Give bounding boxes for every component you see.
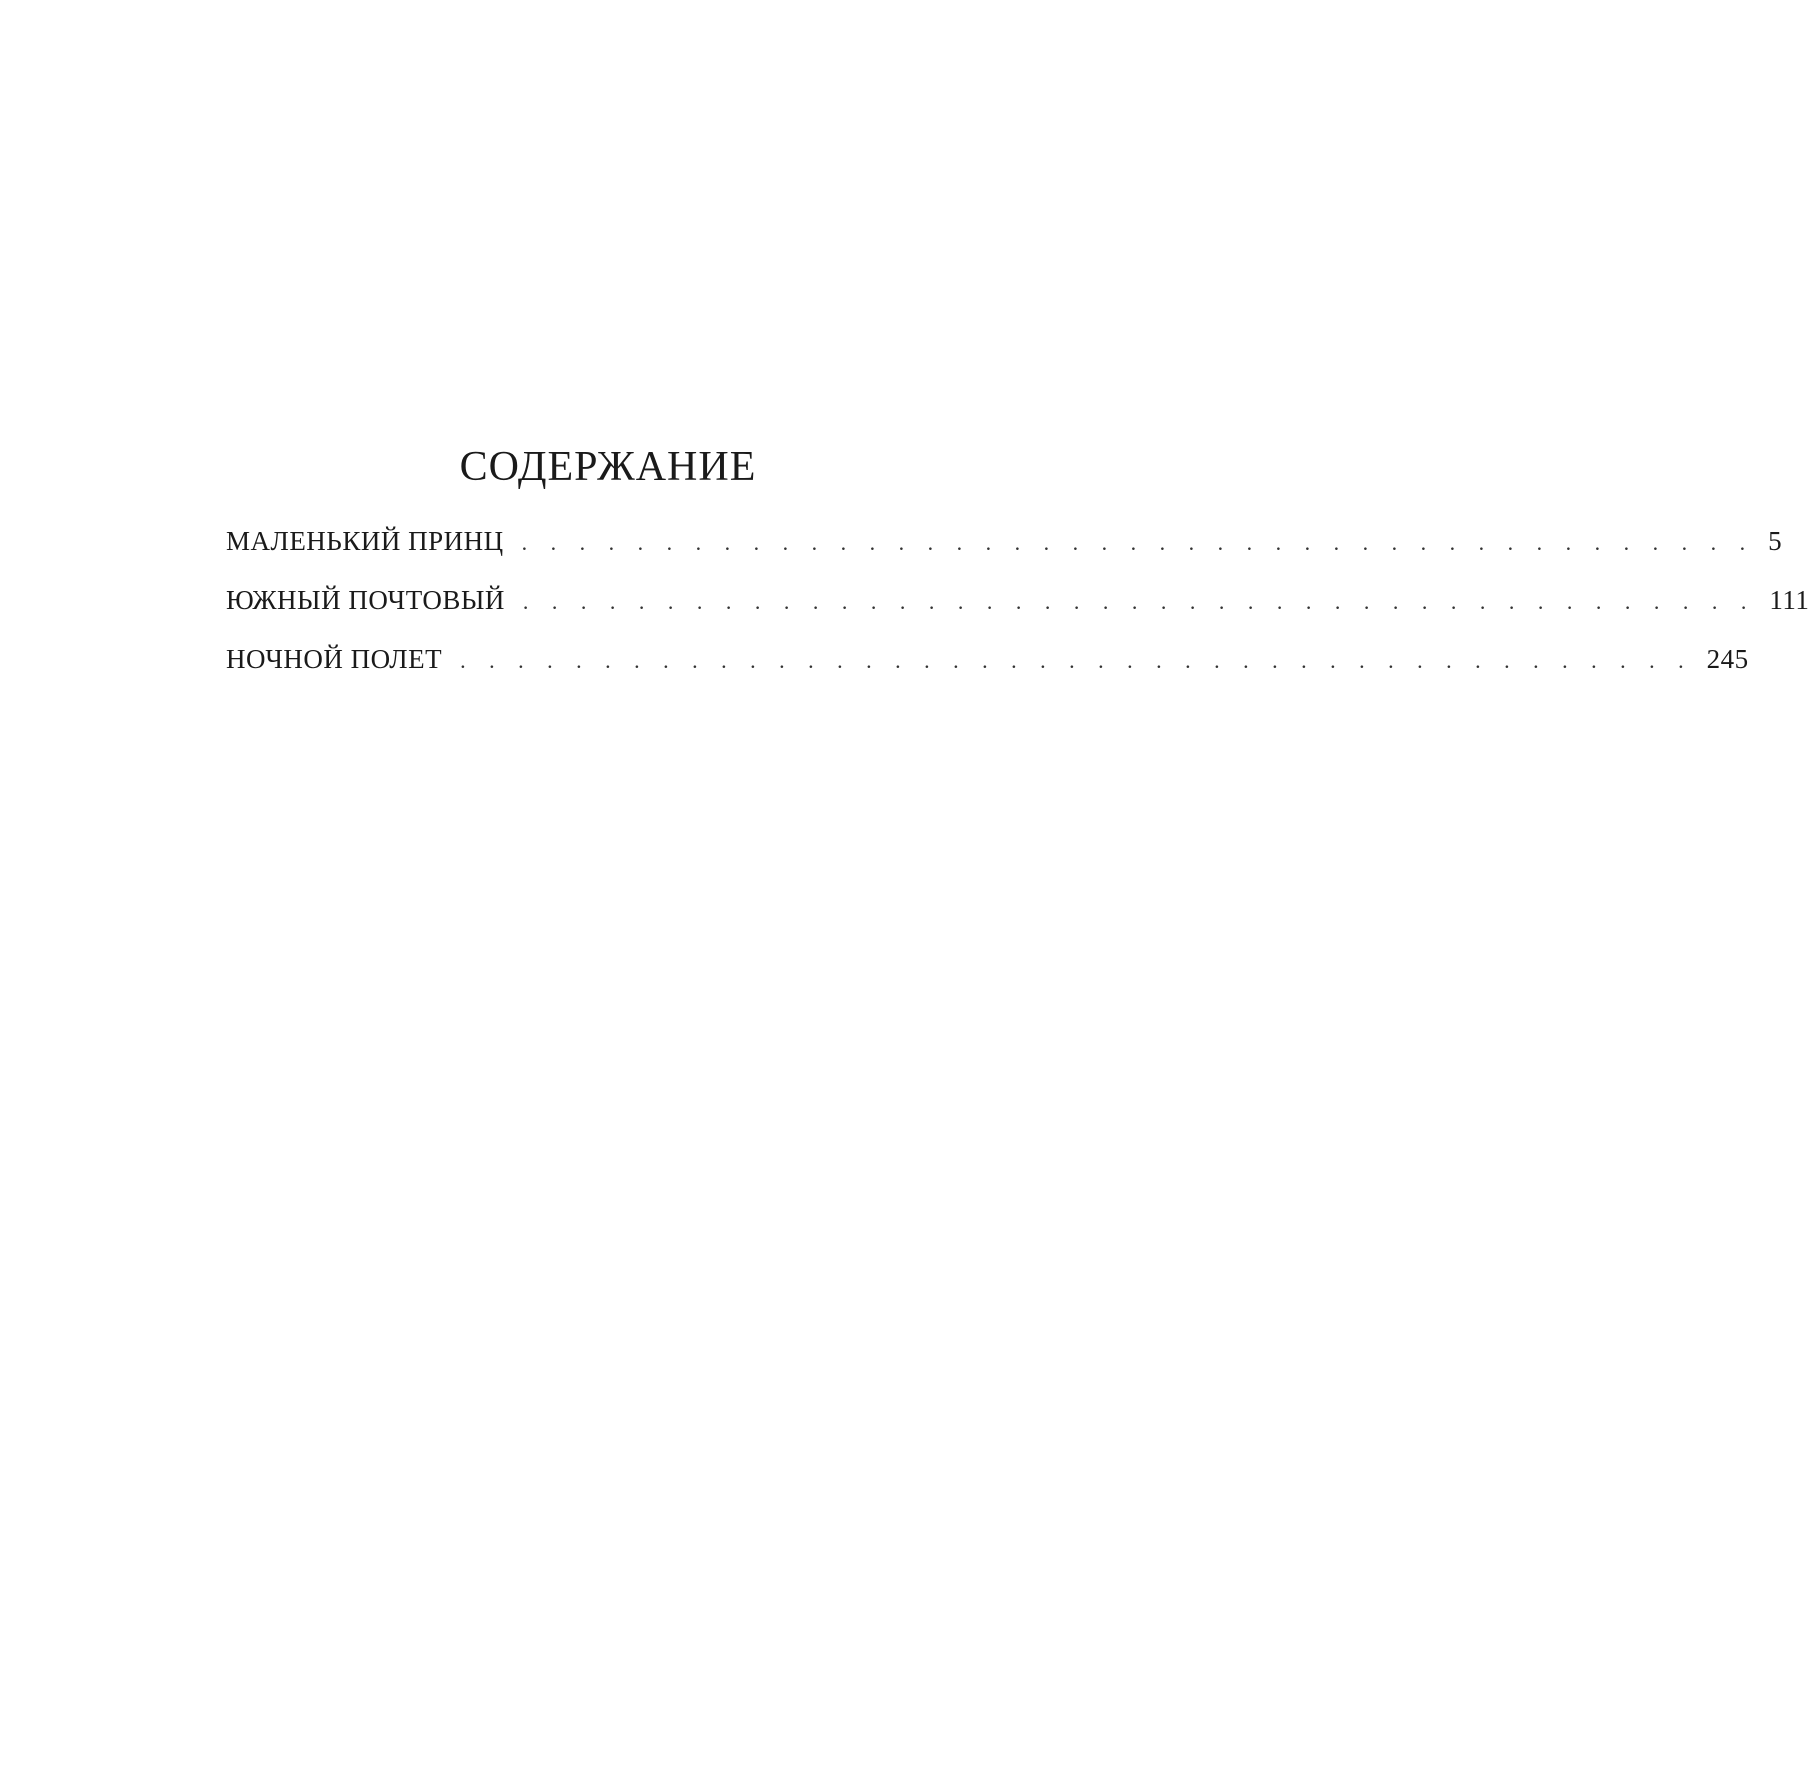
toc-entry [226,585,1809,644]
toc-entry-page-number: 245 [1706,644,1749,674]
toc-entry-title: НОЧНОЙ ПОЛЕТ [226,644,443,674]
toc-entry-title: ЮЖНЫЙ ПОЧТОВЫЙ [226,585,505,615]
toc-entry [226,644,1749,703]
toc-entry-page-number: 111 [1769,585,1809,615]
dot-leader: . . . . . . . . . . . . . . . . . . . . . . . . . . . . . . . . . . . . . . . . . . . [521,530,1755,555]
toc-entry-title: МАЛЕНЬКИЙ ПРИНЦ [226,526,504,556]
toc-entry-page-number: 5 [1768,526,1783,556]
page-title: СОДЕРЖАНИЕ [459,444,757,490]
toc-entry [226,526,1783,585]
dot-leader: . . . . . . . . . . . . . . . . . . . . . . . . . . . . . . . . . . . . . . . . . . . [460,648,1693,673]
table-of-contents [226,526,1809,703]
dot-leader: . . . . . . . . . . . . . . . . . . . . . . . . . . . . . . . . . . . . . . . . . . . [522,589,1756,614]
